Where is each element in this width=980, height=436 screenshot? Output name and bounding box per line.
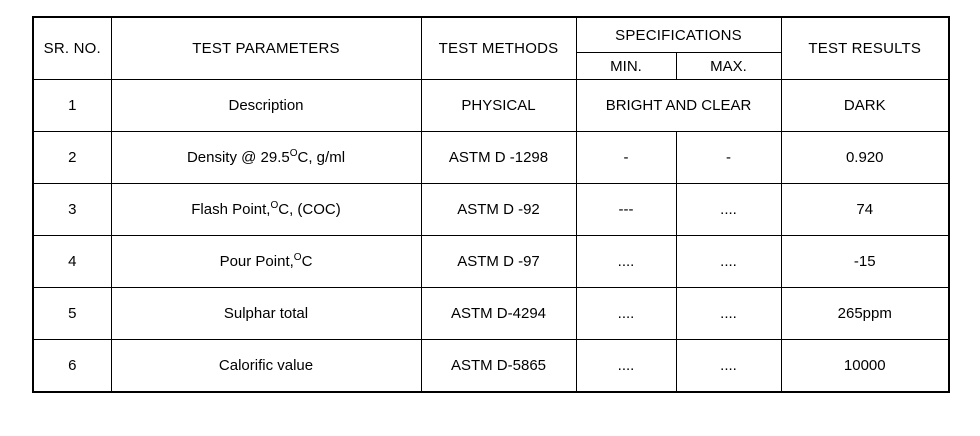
column-header-min: MIN.	[576, 53, 676, 80]
table-header	[33, 17, 949, 80]
cell-test-method: ASTM D-5865	[421, 340, 576, 393]
degree-superscript: O	[289, 148, 298, 159]
cell-test-result: 74	[781, 184, 949, 236]
column-header-test-results: TEST RESULTS	[781, 17, 949, 80]
cell-spec-min: ....	[576, 288, 676, 340]
column-header-test-parameters: TEST PARAMETERS	[111, 17, 421, 80]
cell-test-result: DARK	[781, 80, 949, 132]
table-body	[33, 80, 949, 393]
table-row	[33, 184, 949, 236]
cell-test-parameter	[111, 184, 421, 236]
cell-spec-max: ....	[676, 184, 781, 236]
table-row	[33, 80, 949, 132]
cell-sr-no: 5	[33, 288, 111, 340]
cell-test-method: ASTM D -97	[421, 236, 576, 288]
column-header-test-methods: TEST METHODS	[421, 17, 576, 80]
parameter-text-pre: Pour Point,	[219, 253, 294, 270]
column-header-max: MAX.	[676, 53, 781, 80]
cell-test-parameter	[111, 236, 421, 288]
cell-sr-no: 1	[33, 80, 111, 132]
cell-spec-max: ....	[676, 236, 781, 288]
cell-spec-max: ....	[676, 288, 781, 340]
cell-sr-no: 3	[33, 184, 111, 236]
cell-test-method: ASTM D-4294	[421, 288, 576, 340]
cell-test-parameter: Calorific value	[111, 340, 421, 393]
cell-test-method: PHYSICAL	[421, 80, 576, 132]
cell-test-parameter: Sulphar total	[111, 288, 421, 340]
cell-test-result: 0.920	[781, 132, 949, 184]
cell-test-result: 265ppm	[781, 288, 949, 340]
parameter-text-post: C, (COC)	[278, 201, 341, 218]
cell-test-result: 10000	[781, 340, 949, 393]
degree-superscript: O	[293, 252, 302, 263]
cell-spec-min: ....	[576, 340, 676, 393]
cell-spec-min: -	[576, 132, 676, 184]
parameter-text-post: C, g/ml	[297, 149, 346, 166]
header-row-main	[33, 17, 949, 53]
cell-sr-no: 6	[33, 340, 111, 393]
cell-spec-min: ....	[576, 236, 676, 288]
column-header-specifications: SPECIFICATIONS	[576, 17, 781, 53]
cell-test-parameter	[111, 132, 421, 184]
table-row	[33, 340, 949, 393]
cell-spec-max: -	[676, 132, 781, 184]
table-row	[33, 132, 949, 184]
cell-test-parameter: Description	[111, 80, 421, 132]
degree-superscript: O	[270, 200, 279, 211]
cell-specification-merged: BRIGHT AND CLEAR	[576, 80, 781, 132]
cell-sr-no: 2	[33, 132, 111, 184]
parameter-text-post: C	[301, 253, 313, 270]
table-row	[33, 236, 949, 288]
cell-spec-max: ....	[676, 340, 781, 393]
cell-spec-min: ---	[576, 184, 676, 236]
test-report-table	[32, 16, 950, 393]
column-header-sr-no: SR. NO.	[33, 17, 111, 80]
cell-test-result: -15	[781, 236, 949, 288]
parameter-text-pre: Flash Point,	[191, 201, 271, 218]
table-row	[33, 288, 949, 340]
cell-test-method: ASTM D -1298	[421, 132, 576, 184]
cell-sr-no: 4	[33, 236, 111, 288]
cell-test-method: ASTM D -92	[421, 184, 576, 236]
parameter-text-pre: Density @ 29.5	[186, 149, 290, 166]
